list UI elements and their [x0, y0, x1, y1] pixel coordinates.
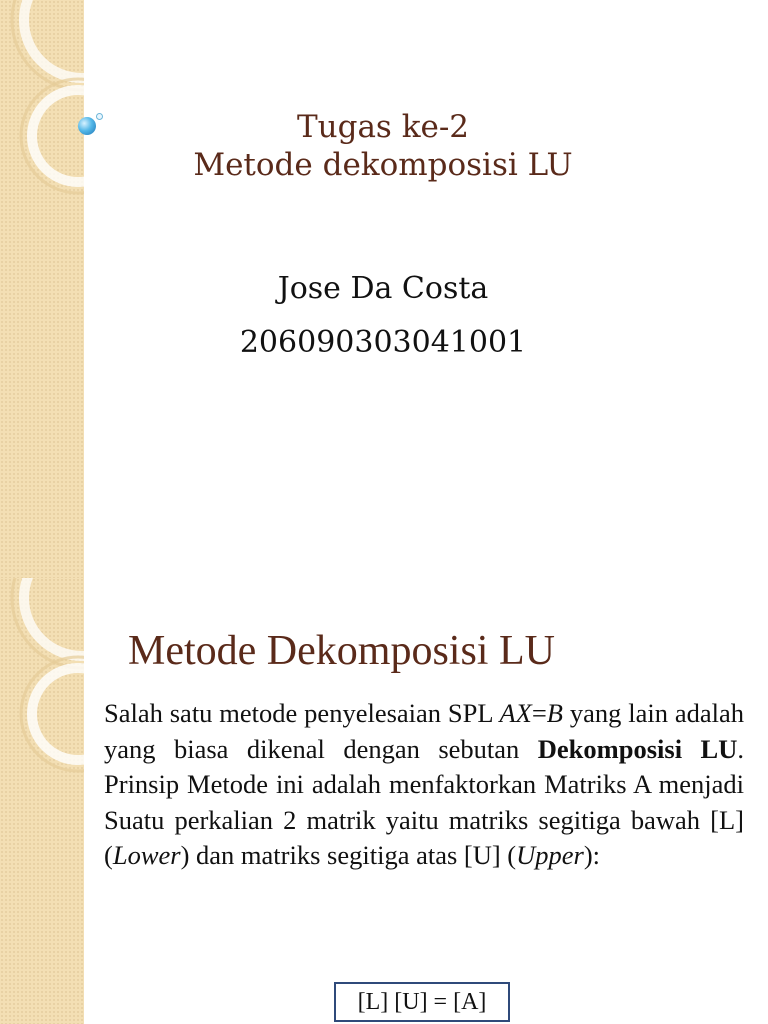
decorative-stripe [0, 578, 84, 1024]
formula-box: [L] [U] = [A] [334, 982, 510, 1022]
italic-run: AX [499, 698, 532, 728]
content-slide [0, 578, 768, 1024]
italic-run: B [546, 698, 563, 728]
text-run: yang lain adalah yang biasa dikenal dengan sebutan [104, 698, 745, 764]
text-run: Salah satu metode penyelesaian SPL [104, 698, 500, 728]
italic-run: Lower [112, 840, 181, 870]
text-run: = [531, 698, 547, 728]
body-paragraph [104, 696, 744, 874]
slide-title [88, 108, 678, 184]
author-name: Jose Da Costa [277, 271, 489, 306]
decorative-stripe [0, 0, 84, 578]
decorative-circles [0, 0, 84, 578]
decorative-circles [0, 578, 84, 1024]
bold-term: Dekomposisi LU [537, 733, 738, 764]
text-run: ) dan matriks segitiga atas [U] ( [180, 840, 517, 870]
author-block [88, 262, 678, 370]
text-run: . Prinsip Metode ini adalah menfaktorkan Matriks A menjadi Suatu perkalian 2 matrik yaitu matriks segitiga bawah [L] ( [104, 733, 744, 870]
title-line-1: Tugas ke-2 [296, 109, 470, 145]
author-id: 206090303041001 [239, 325, 527, 360]
title-line-2: Metode dekomposisi LU [193, 147, 573, 183]
text-run: ): [583, 840, 601, 870]
italic-run: Upper [516, 840, 584, 870]
slide-title: Metode Dekomposisi LU [128, 628, 555, 674]
